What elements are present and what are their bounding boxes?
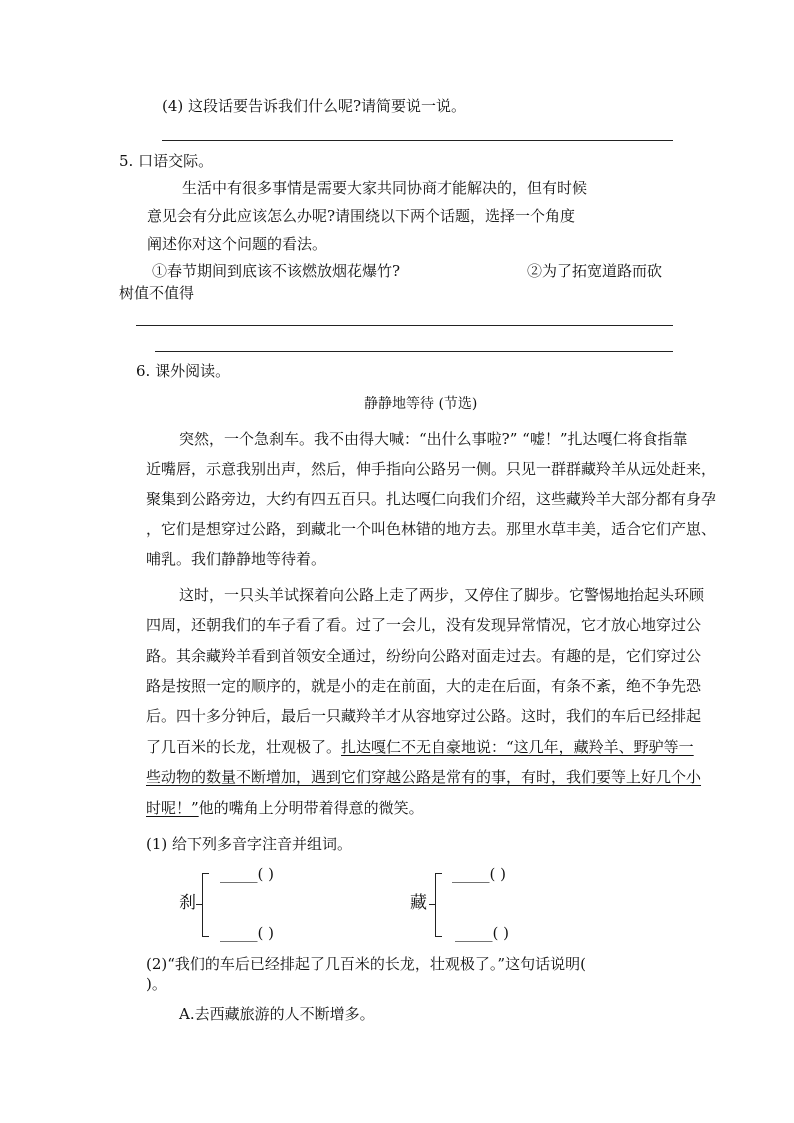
- answer-line[interactable]: [155, 351, 673, 352]
- article-line: 近嘴唇，示意我别出声，然后，伸手指向公路另一侧。只见一群群藏羚羊从远处赶来，: [146, 460, 717, 478]
- brace-2: [435, 873, 442, 937]
- sub2-prompt: (2)“我们的车后已经排起了几百米的长龙，壮观极了。”这句话说明(: [146, 955, 586, 973]
- article-line: [146, 798, 424, 818]
- q5-topic-2-cont: 树值不值得: [119, 284, 195, 302]
- q5-paragraph-line: 意见会有分此应该怎么办呢?请围绕以下两个话题，选择一个角度: [147, 207, 576, 225]
- underlined-sentence: 些动物的数量不断增加，遇到它们穿越公路是常有的事，有时，我们要等上好几个小: [146, 768, 702, 786]
- q5-topic-1: ①春节期间到底该不该燃放烟花爆竹?: [152, 262, 401, 280]
- brace-1-tip: [196, 904, 202, 905]
- article-line: 哺乳。我们静静地等待着。: [146, 550, 327, 568]
- article-line: 后。四十多分钟后，最后一只藏羚羊才从容地穿过公路。这时，我们的车后已经排起: [146, 707, 702, 725]
- brace-1: [202, 873, 209, 937]
- brace-2-tip: [429, 904, 435, 905]
- answer-blank[interactable]: _____( ): [455, 924, 509, 942]
- sub2-option-a[interactable]: A.去西藏旅游的人不断增多。: [179, 1005, 375, 1023]
- answer-blank[interactable]: _____( ): [220, 924, 274, 942]
- polyphone-char-2: 藏: [410, 893, 427, 913]
- underlined-sentence: 时呢！”: [146, 799, 199, 817]
- article-line: 路是按照一定的顺序的，就是小的走在前面，大的走在后面，有条不紊，绝不争先恐: [146, 677, 702, 695]
- article-line: 聚集到公路旁边，大约有四五百只。扎达嘎仁向我们介绍，这些藏羚羊大部分都有身孕: [146, 490, 717, 508]
- article-line: 突然，一个急刹车。我不由得大喊：“出什么事啦?” “嘘！”扎达嘎仁将食指靠: [179, 430, 688, 448]
- answer-line[interactable]: [136, 325, 673, 326]
- article-line: ，它们是想穿过公路，到藏北一个叫色林错的地方去。那里水草丰美，适合它们产崽、: [146, 520, 717, 538]
- article-line: 四周，还朝我们的车子看了看。过了一会儿，没有发现异常情况，它才放心地穿过公: [146, 616, 702, 634]
- q5-topic-2: ②为了拓宽道路而砍: [527, 262, 663, 280]
- answer-blank[interactable]: _____( ): [220, 865, 274, 883]
- q5-paragraph-line: 生活中有很多事情是需要大家共同协商才能解决的，但有时候: [182, 179, 588, 197]
- article-line: [146, 737, 694, 757]
- answer-line[interactable]: [162, 140, 673, 141]
- article-line: 这时，一只头羊试探着向公路上走了两步，又停住了脚步。它警惕地抬起头环顾: [179, 586, 705, 604]
- q5-heading: 5. 口语交际。: [119, 152, 214, 170]
- polyphone-char-1: 刹: [179, 893, 196, 913]
- q4-prompt: (4) 这段话要告诉我们什么呢?请简要说一说。: [162, 97, 467, 115]
- answer-blank[interactable]: _____( ): [452, 865, 506, 883]
- article-text: 了几百米的长龙，壮观极了。: [146, 738, 342, 756]
- underlined-sentence: 扎达嘎仁不无自豪地说：“这几年，藏羚羊、野驴等一: [341, 738, 694, 756]
- sub2-prompt-cont: )。: [146, 975, 167, 993]
- q6-heading: 6. 课外阅读。: [136, 362, 231, 380]
- article-text: 他的嘴角上分明带着得意的微笑。: [198, 799, 424, 817]
- q5-paragraph-line: 阐述你对这个问题的看法。: [147, 235, 328, 253]
- article-line: 路。其余藏羚羊看到首领安全通过，纷纷向公路对面走过去。有趣的是，它们穿过公: [146, 647, 702, 665]
- article-title: 静静地等待 (节选): [364, 396, 478, 412]
- sub1-prompt: (1) 给下列多音字注音并组词。: [146, 835, 353, 853]
